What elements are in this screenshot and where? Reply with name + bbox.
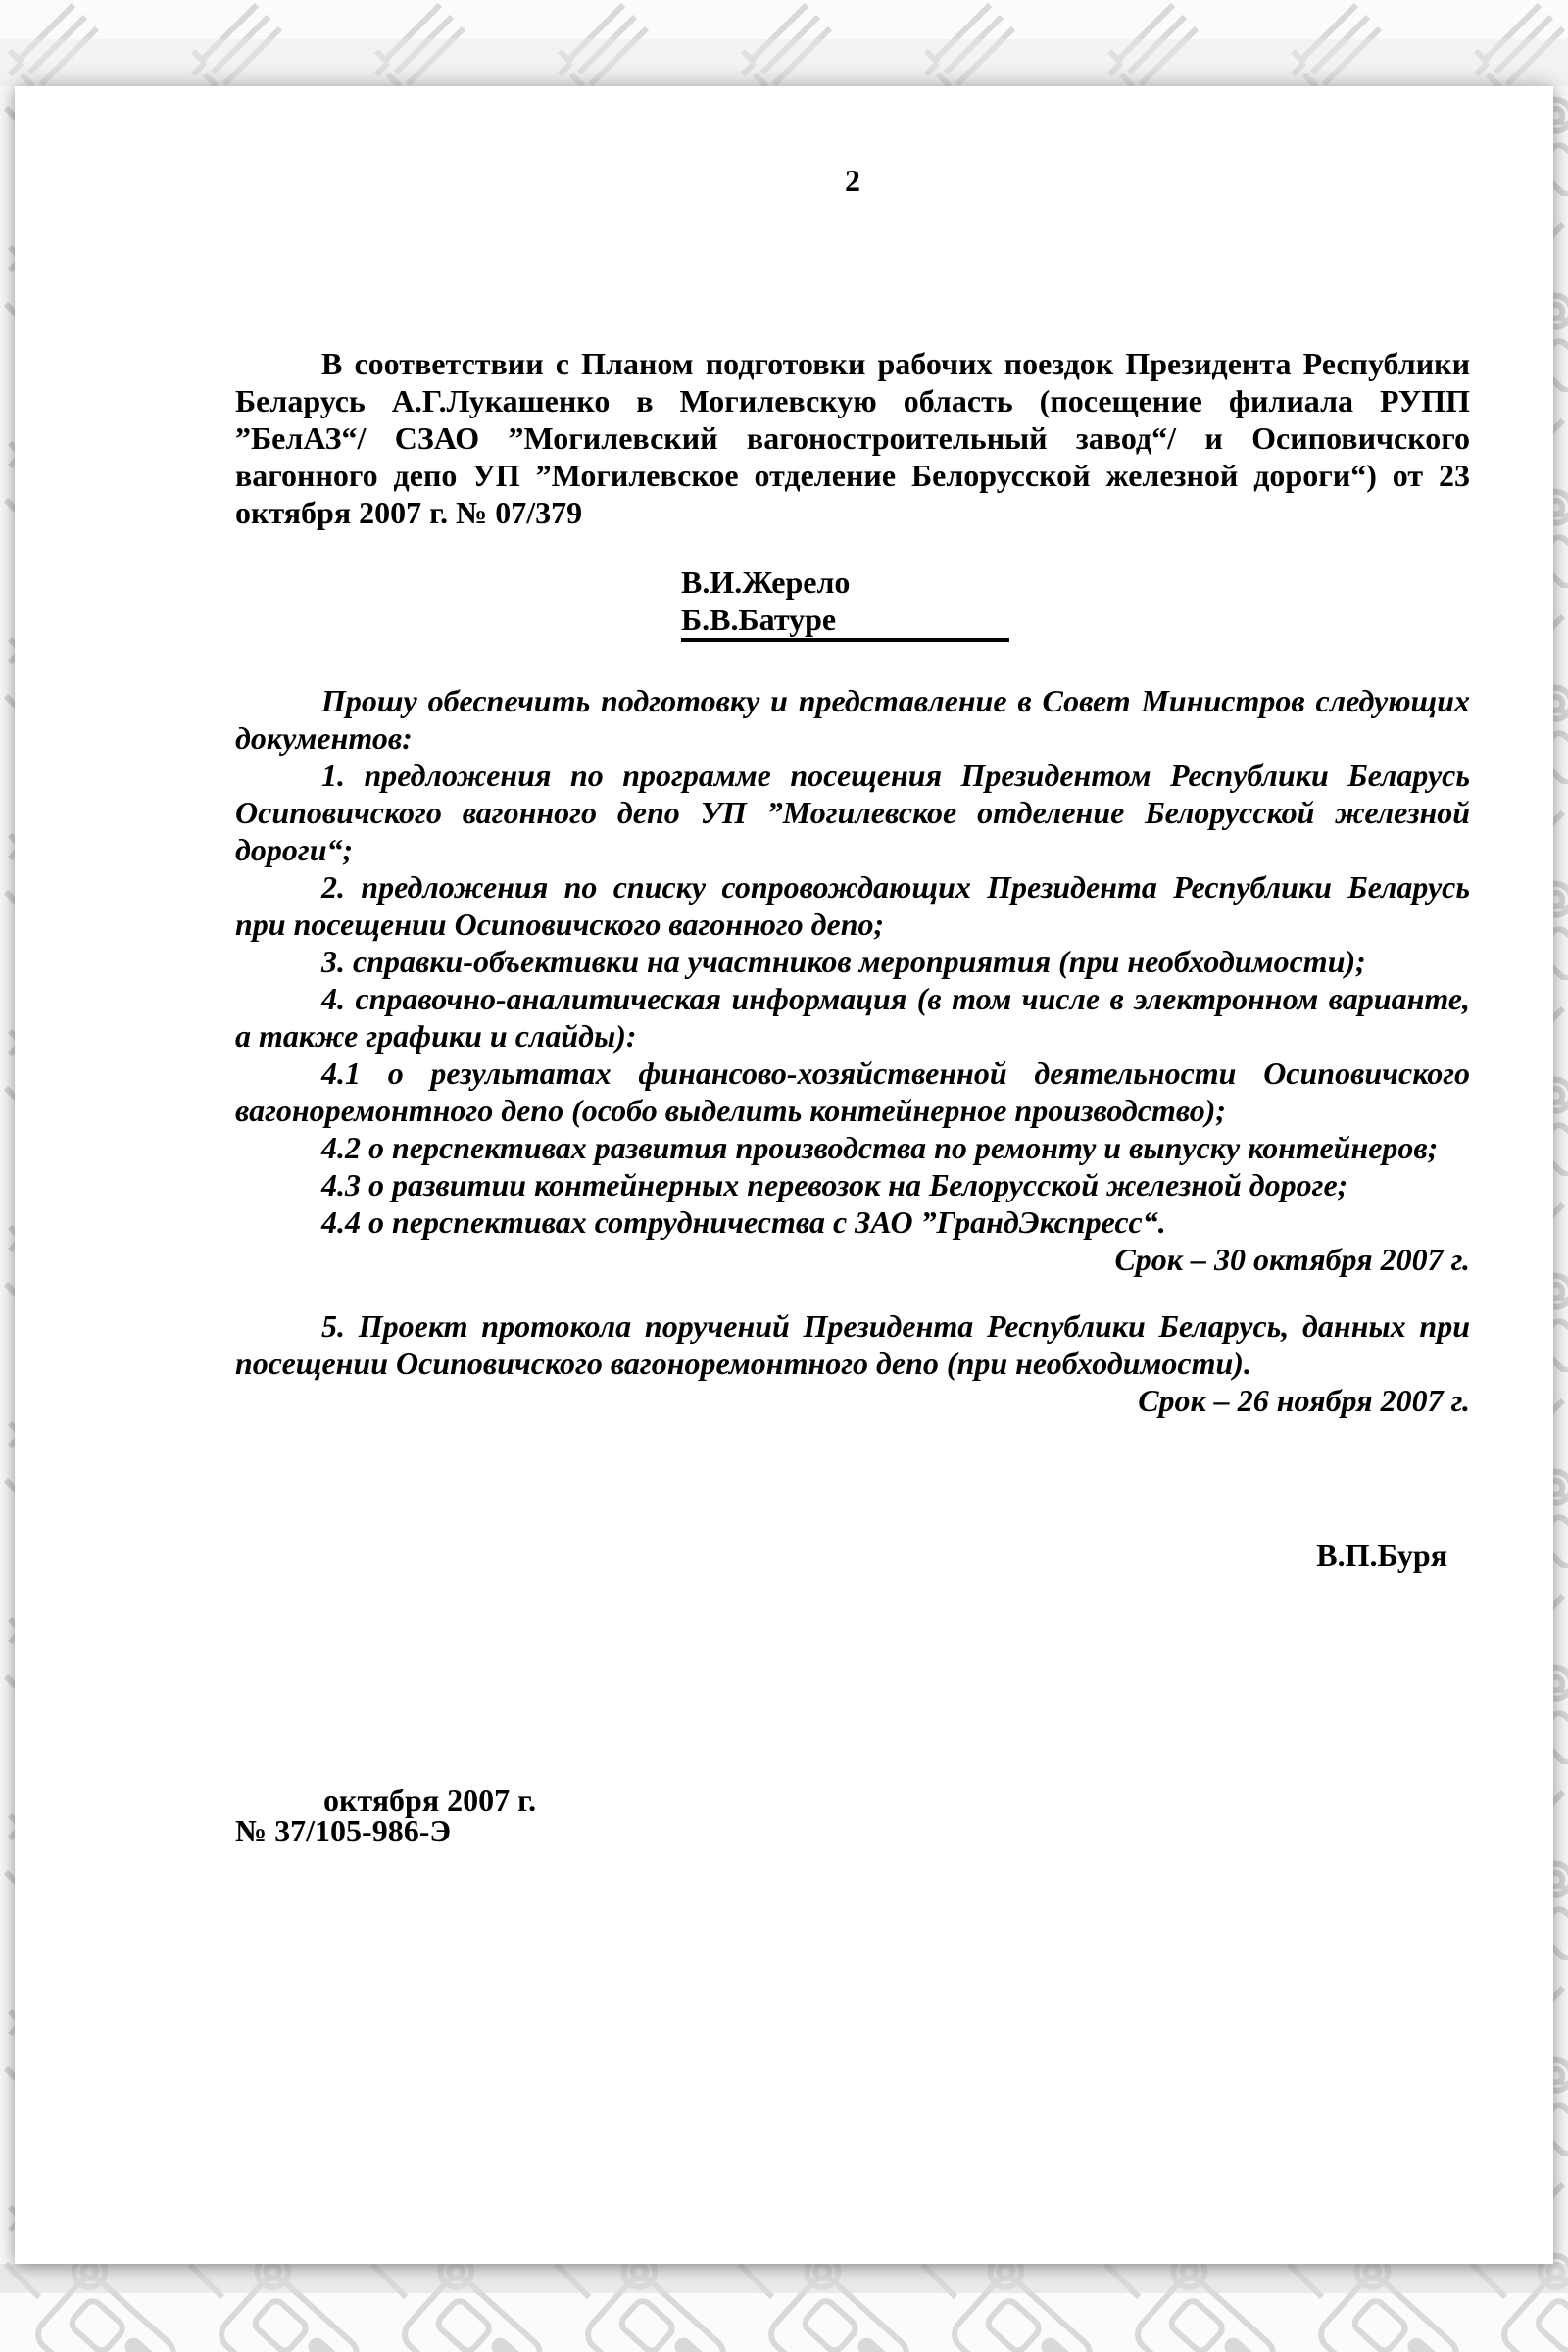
reference-number: № 37/105-986-Э — [235, 1813, 452, 1848]
addressee-2-row — [681, 601, 1470, 642]
addressee-2-underlined: Б.В.Батуре — [681, 601, 1009, 642]
deadline-2: Срок – 26 ноября 2007 г. — [1138, 1383, 1470, 1418]
date-line: октября 2007 г. — [323, 1783, 537, 1818]
deadline-1: Срок – 30 октября 2007 г. — [1114, 1242, 1470, 1277]
addressees-block — [681, 564, 1470, 642]
list-item-4-4: 4.4 о перспективах сотрудничества с ЗАО ”ГрандЭкспресс“. — [321, 1204, 1166, 1240]
addressee-1: В.И.Жерело — [681, 564, 851, 600]
list-item-2: 2. предложения по списку сопровождающих Президента Республики Беларусь при посещении Осиповичского вагонного депо; — [235, 869, 1470, 942]
list-item-4: 4. справочно-аналитическая информация (в том числе в электронном варианте, а также графики и слайды): — [235, 981, 1470, 1054]
page-number: 2 — [845, 163, 860, 198]
request-intro: Прошу обеспечить подготовку и представление в Совет Министров следующих документов: — [235, 683, 1470, 756]
document-page — [15, 86, 1553, 2264]
list-item-4-1: 4.1 о результатах финансово-хозяйственной деятельности Осиповичского вагоноремонтного депо (особо выделить контейнерное производство); — [235, 1055, 1470, 1128]
list-item-4-2: 4.2 о перспективах развития производства по ремонту и выпуску контейнеров; — [321, 1130, 1439, 1165]
intro-paragraph: В соответствии с Планом подготовки рабочих поездок Президента Республики Беларусь А.Г.Лукашенко в Могилевскую область (посещение филиала РУПП ”БелАЗ“/ СЗАО ”Могилевский вагоностроительный завод“/ и Осиповичского вагонного депо УП ”Могилевское отделение Белорусской железной дороги“) от 23 октября 2007 г. № 07/379 — [235, 346, 1470, 530]
signature-name: В.П.Буря — [1316, 1538, 1447, 1573]
list-item-3: 3. справки-объективки на участников мероприятия (при необходимости); — [321, 944, 1366, 979]
list-item-1: 1. предложения по программе посещения Президентом Республики Беларусь Осиповичского вагонного депо УП ”Могилевское отделение Белорусской железной дороги“; — [235, 758, 1470, 867]
list-item-4-3: 4.3 о развитии контейнерных перевозок на Белорусской железной дороге; — [321, 1167, 1348, 1202]
list-item-5: 5. Проект протокола поручений Президента Республики Беларусь, данных при посещении Осиповичского вагоноремонтного депо (при необходимости). — [235, 1308, 1470, 1381]
footer-block — [235, 1783, 1470, 1848]
